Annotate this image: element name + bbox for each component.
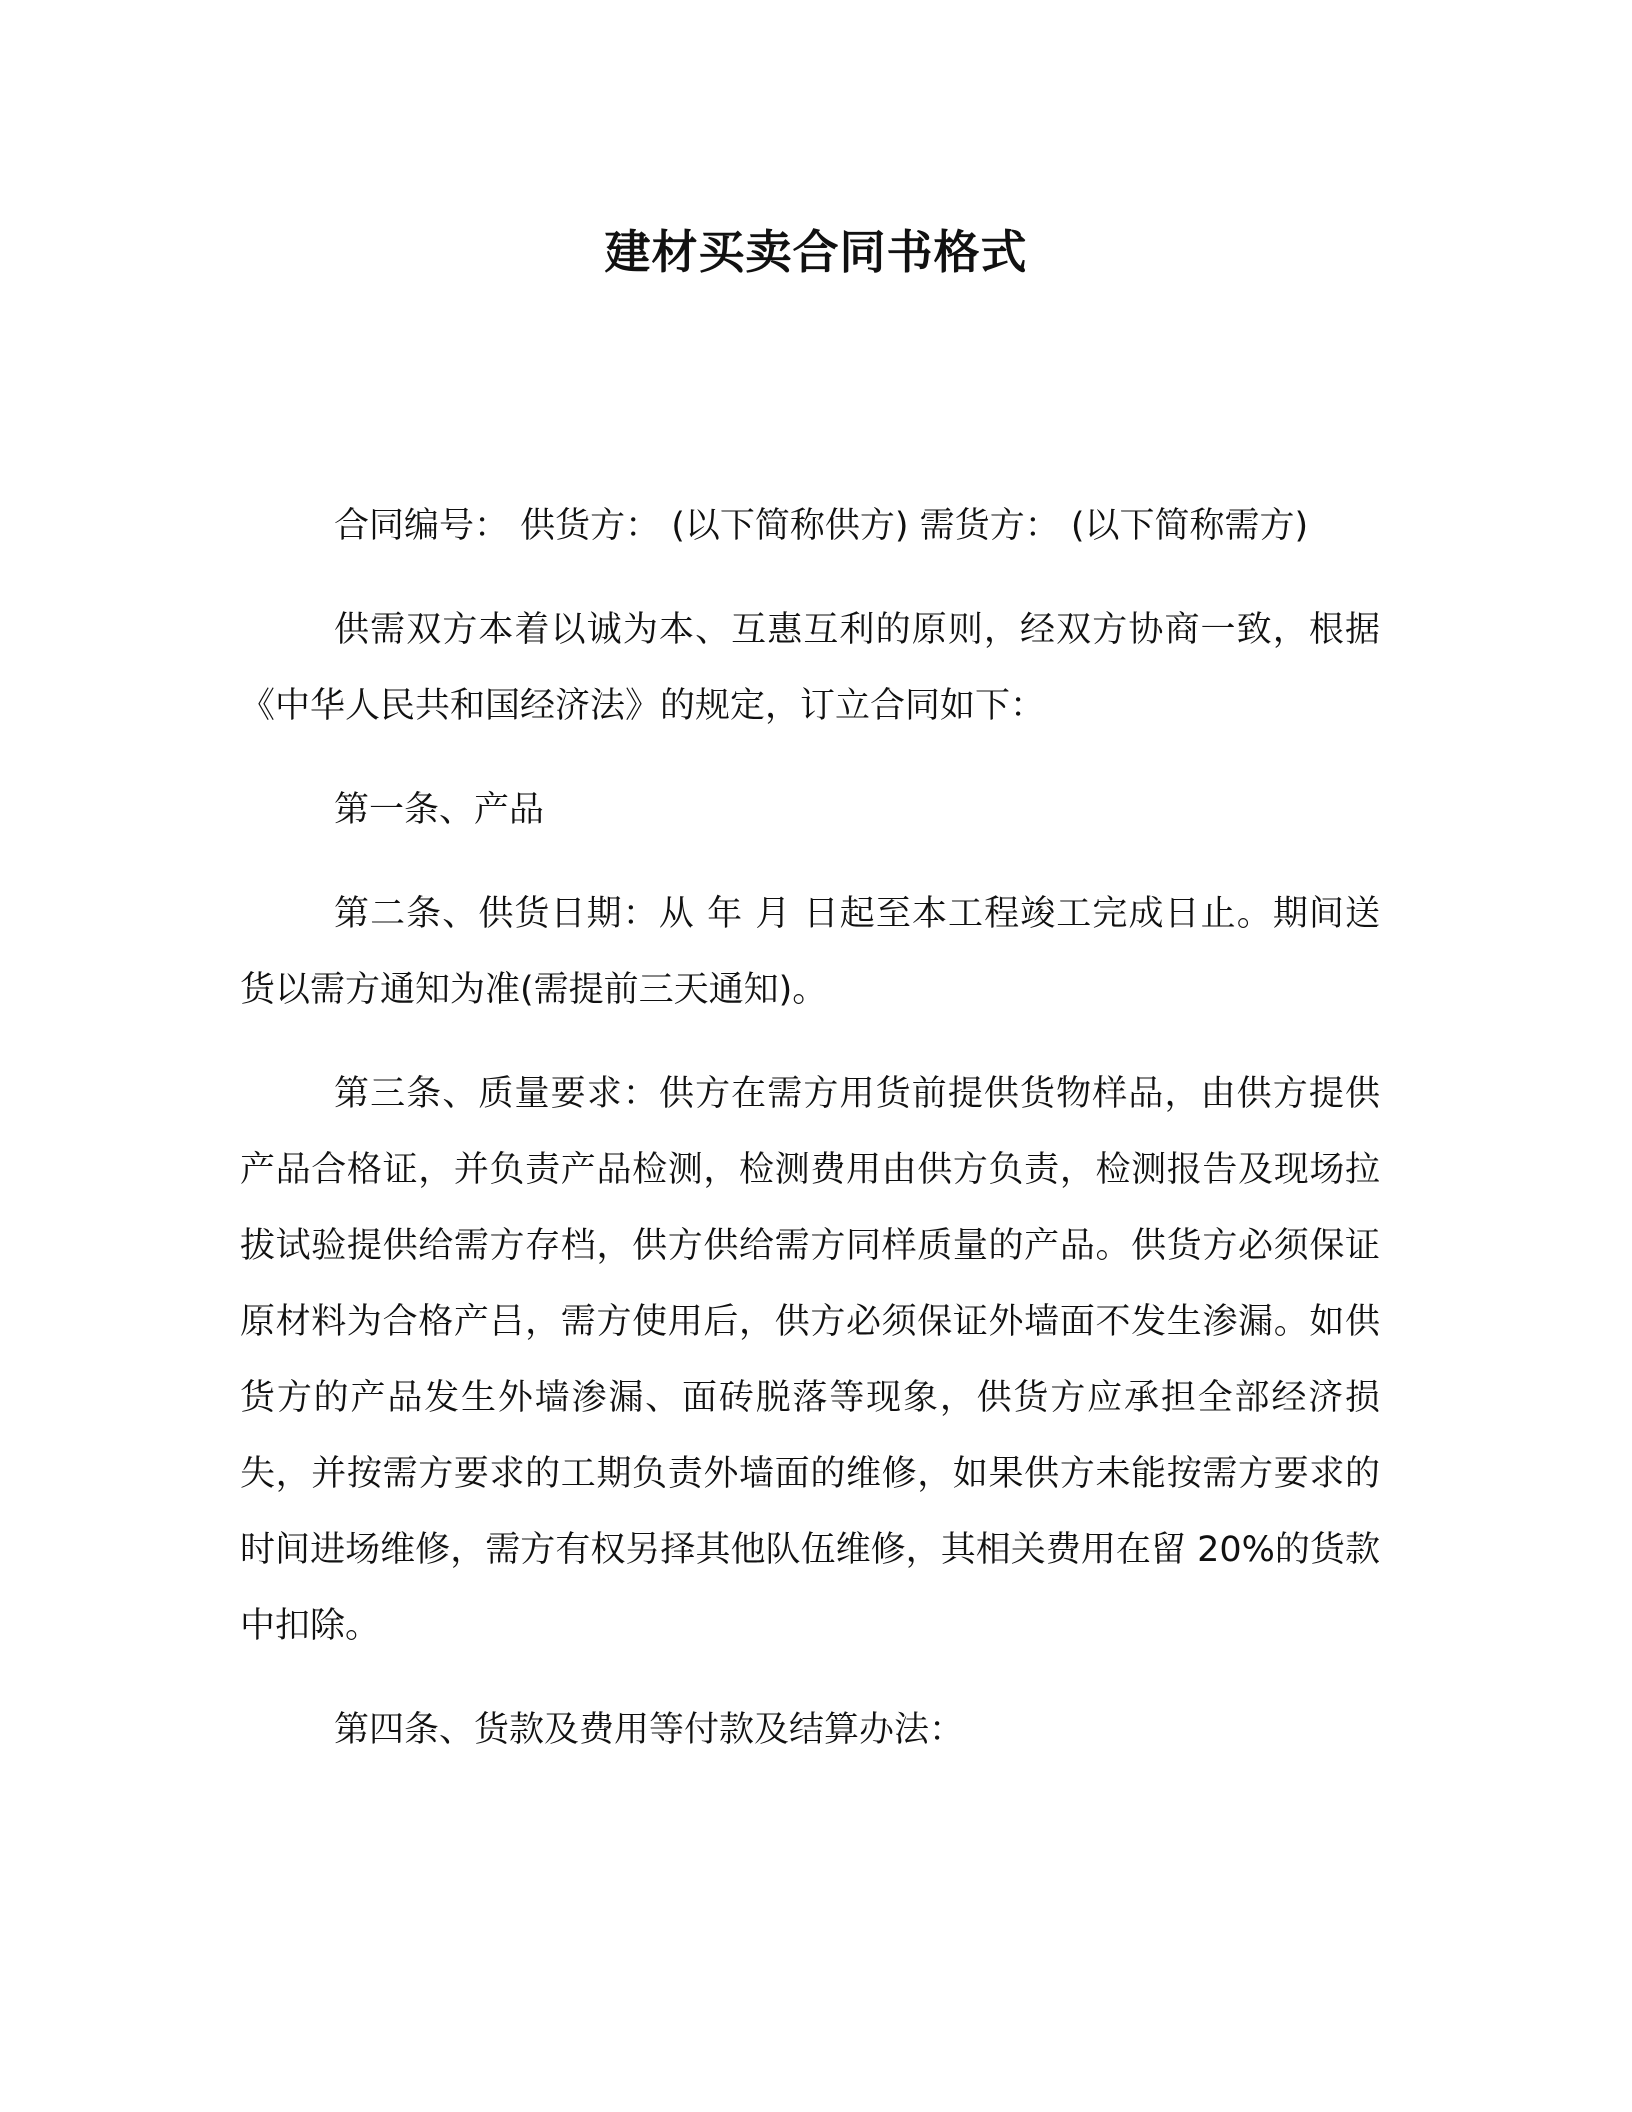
paragraph-article-3: 第三条、质量要求：供方在需方用货前提供货物样品，由供方提供产品合格证，并负责产品检测，检测费用由供方负责，检测报告及现场拉拔试验提供给需方存档，供方供给需方同样质量的产品。供货方必须保证原材料为合格产吕，需方使用后，供方必须保证外墙面不发生渗漏。如供货方的产品发生外墙渗漏、面砖脱落等现象，供货方应承担全部经济损失，并按需方要求的工期负责外墙面的维修，如果供方未能按需方要求的时间进场维修，需方有权另择其他队伍维修，其相关费用在留 20%的货款中扣除。 (240, 1074, 1380, 1646)
paragraph-preamble: 供需双方本着以诚为本、互惠互利的原则，经双方协商一致，根据《中华人民共和国经济法》的规定，订立合同如下： (240, 610, 1380, 726)
paragraph-article-2: 第二条、供货日期：从 年 月 日起至本工程竣工完成日止。期间送货以需方通知为准(需提前三天通知)。 (240, 894, 1380, 1010)
paragraph-article-4: 第四条、货款及费用等付款及结算办法： (334, 1710, 965, 1750)
paragraph-contract-parties: 合同编号： 供货方： (以下简称供方) 需货方： (以下简称需方) (334, 506, 1309, 546)
document-title: 建材买卖合同书格式 (604, 225, 1028, 279)
paragraph-article-1: 第一条、产品 (334, 790, 545, 830)
document-body (240, 488, 1380, 1796)
